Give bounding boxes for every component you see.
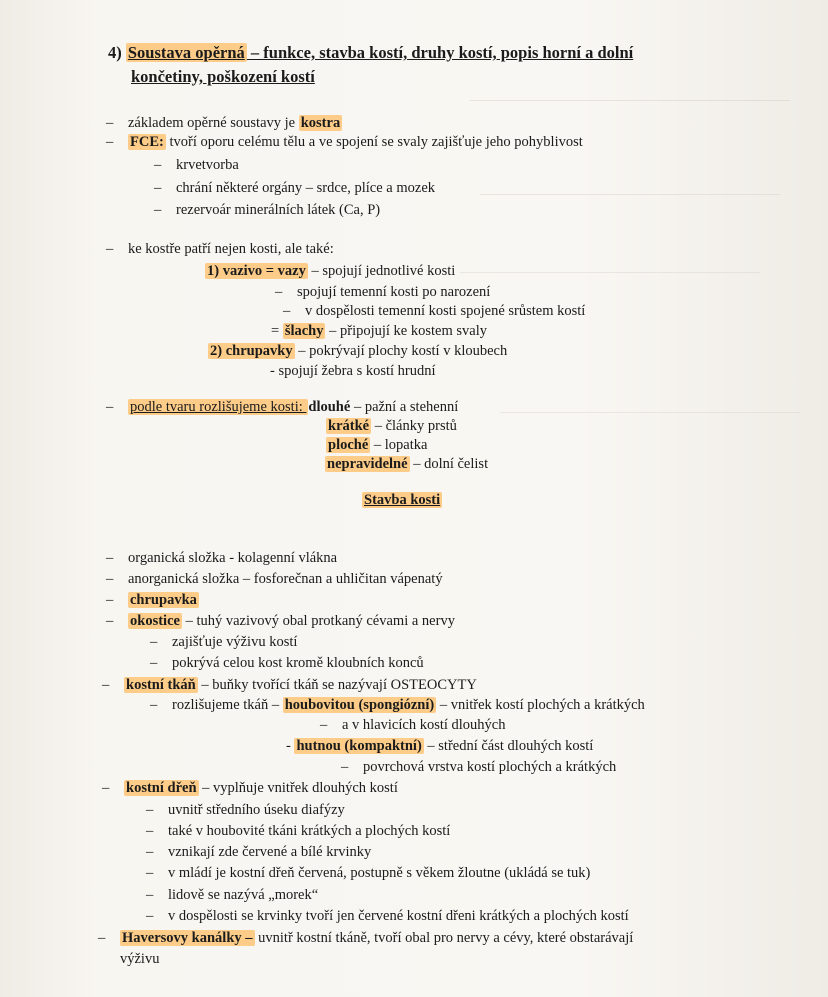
bullet-dash: – (146, 802, 154, 818)
show-through-decoration (460, 260, 760, 273)
bullet-dash: – (154, 180, 162, 196)
text-line: výživu (120, 951, 160, 967)
bullet-dash: – (146, 887, 154, 903)
show-through-decoration (500, 400, 800, 413)
text-line: krátké – články prstů (328, 418, 457, 434)
text-line: – základem opěrné soustavy je kostra (106, 115, 341, 131)
bullet-dash: – (146, 908, 154, 924)
text-line: - spojují žebra s kostí hrudní (270, 363, 436, 379)
bullet-dash: – (106, 613, 114, 629)
text-line: – chrání některé orgány – srdce, plíce a mozek (154, 180, 436, 196)
bullet-dash: – (320, 717, 328, 733)
bullet-dash: – (106, 399, 114, 415)
text-line: 1) vazivo = vazy – spojují jednotlivé kosti (207, 263, 456, 279)
document-title (108, 44, 633, 62)
title-rest: – funkce, stavba kostí, druhy kostí, popis horní a dolní (246, 43, 634, 62)
text-line: – kostní tkáň – buňky tvořící tkáň se nazývají OSTEOCYTY (102, 677, 477, 693)
bullet-dash: – (283, 303, 291, 319)
text-line: – okostice – tuhý vazivový obal protkaný cévami a nervy (106, 613, 455, 629)
text-line: – lidově se nazývá „morek“ (146, 887, 319, 903)
text-line: – rezervoár minerálních látek (Ca, P) (154, 202, 381, 218)
text-line: – také v houbovité tkáni krátkých a plochých kostí (146, 823, 451, 839)
text-line: = šlachy – připojují ke kostem svaly (271, 323, 487, 339)
text-line: – ke kostře patří nejen kosti, ale také: (106, 241, 334, 257)
bullet-dash: – (150, 634, 158, 650)
bullet-dash: – (106, 550, 114, 566)
text-line: – rozlišujeme tkáň – houbovitou (spongiózní) – vnitřek kostí plochých a krátkých (150, 697, 645, 713)
text-line: – zajišťuje výživu kostí (150, 634, 298, 650)
text-line: – FCE: tvoří oporu celému tělu a ve spojení se svaly zajišťuje jeho pohyblivost (106, 134, 583, 150)
text-line: – v dospělosti temenní kosti spojené srůstem kostí (283, 303, 586, 319)
text-line: – v dospělosti se krvinky tvoří jen červené kostní dřeni krátkých a plochých kostí (146, 908, 629, 924)
document-title-line2: končetiny, poškození kostí (131, 67, 315, 86)
text-line: – kostní dřeň – vyplňuje vnitřek dlouhých kostí (102, 780, 398, 796)
bullet-dash: – (146, 823, 154, 839)
text-line: – povrchová vrstva kostí plochých a krátkých (341, 759, 617, 775)
bullet-dash: – (150, 655, 158, 671)
bullet-dash: – (154, 202, 162, 218)
text-line: – a v hlavicích kostí dlouhých (320, 717, 506, 733)
bullet-dash: – (146, 865, 154, 881)
bullet-dash: – (102, 780, 110, 796)
bullet-dash: – (341, 759, 349, 775)
title-number: 4) (108, 43, 122, 62)
text-line: 2) chrupavky – pokrývají plochy kostí v kloubech (210, 343, 508, 359)
text-line: – uvnitř středního úseku diafýzy (146, 802, 345, 818)
text-line: nepravidelné – dolní čelist (327, 456, 489, 472)
text-line: – pokrývá celou kost kromě kloubních konců (150, 655, 424, 671)
text-line: – krvetvorba (154, 157, 239, 173)
show-through-decoration (480, 182, 780, 195)
bullet-dash: – (106, 241, 114, 257)
bullet-dash: – (106, 134, 114, 150)
text-line: – organická složka - kolagenní vlákna (106, 550, 338, 566)
text-line: – vznikají zde červené a bílé krvinky (146, 844, 372, 860)
bullet-dash: – (98, 930, 106, 946)
bullet-dash: – (150, 697, 158, 713)
text-line: – anorganická složka – fosforečnan a uhličitan vápenatý (106, 571, 443, 587)
title-main: Soustava opěrná (127, 43, 245, 62)
bullet-dash: – (154, 157, 162, 173)
text-line: – Haversovy kanálky – uvnitř kostní tkáně, tvoří obal pro nervy a cévy, které obstarávají (98, 930, 634, 946)
text-line: – spojují temenní kosti po narození (275, 284, 491, 300)
bullet-dash: – (106, 115, 114, 131)
text-line: – chrupavka (106, 592, 197, 608)
text-line: – v mládí je kostní dřeň červená, postupně s věkem žloutne (ukládá se tuk) (146, 865, 591, 881)
bullet-dash: – (106, 592, 114, 608)
show-through-decoration (470, 88, 790, 101)
bullet-dash: – (275, 284, 283, 300)
bullet-dash: – (146, 844, 154, 860)
section-heading: Stavba kosti (364, 492, 441, 508)
text-line: ploché – lopatka (328, 437, 428, 453)
bullet-dash: – (106, 571, 114, 587)
text-line: - hutnou (kompaktní) – střední část dlouhých kostí (286, 738, 594, 754)
text-line: – podle tvaru rozlišujeme kosti: dlouhé – pažní a stehenní (106, 399, 459, 415)
bullet-dash: – (102, 677, 110, 693)
